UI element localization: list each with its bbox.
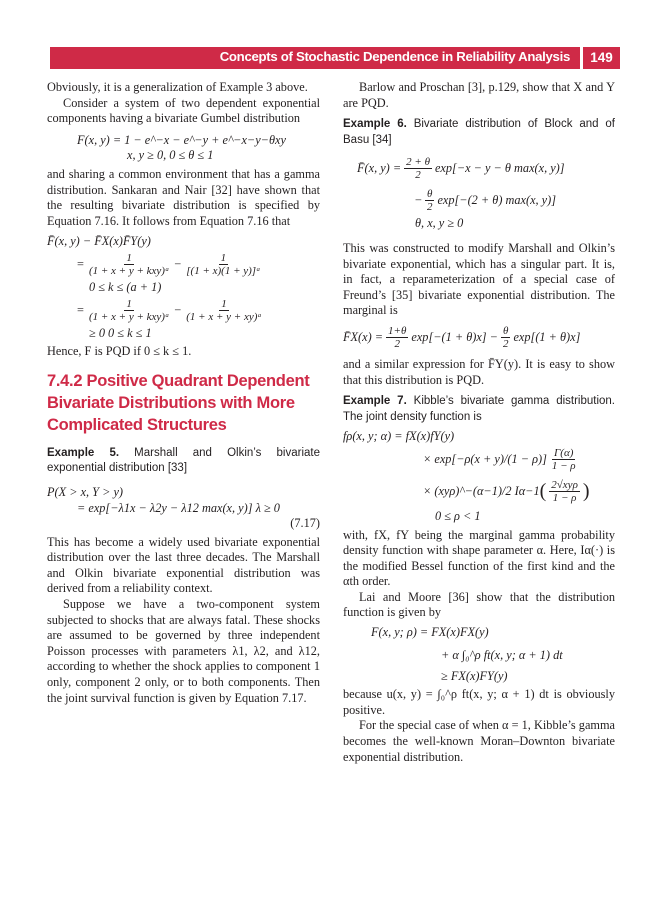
paragraph: and sharing a common environment that has a gamma distribution. Sankaran and Nair [32] have shown that the resulting bivariate distribution is specified by Equation 7.16. It follows from Equation 7.16 that <box>47 166 320 228</box>
fraction: $\frac{\theta}{2}$ <box>426 187 433 213</box>
fraction: $\frac{\Gamma(\alpha)}{1 - \rho}$ <box>551 447 576 473</box>
equation-line: P(X > x, Y > y) <box>47 484 124 499</box>
example-label: Example 6. <box>343 118 407 131</box>
equation-line: = $\frac{1}{\text{(1 + x + y + kxy)ᵃ}}$ − $\frac{1}{\text{(1 + x + y + xy)ᵃ}}$ <box>77 298 262 324</box>
example-paragraph <box>343 117 615 148</box>
equation-marginal <box>343 322 615 354</box>
equation-difference <box>47 234 320 341</box>
paragraph: and a similar expression for F̄Y(y). It is easy to show that this distribution is PQD. <box>343 356 615 387</box>
example-paragraph <box>47 446 320 477</box>
left-column <box>47 80 320 706</box>
equation-line: = exp[−λ1x − λ2y − λ12 max(x, y)] λ ≥ 0 <box>77 500 280 515</box>
fraction: $\frac{1}{\text{[(1 + x)(1 + y)]ᵃ}}$ <box>186 252 261 278</box>
equation-condition: 0 ≤ ρ < 1 <box>435 508 481 523</box>
equation-gumbel <box>77 133 320 164</box>
paragraph: Suppose we have a two-component system subjected to shocks that are always fatal. These shocks are assumed to be governed by three independent Poisson processes with parameters λ1, λ2, and λ12, according to whether the shock applies to component 1 only, component 2 only, or to both components. Then the joint survival function is given by Equation 7.17. <box>47 597 320 705</box>
equation-line: x, y ≥ 0, 0 ≤ θ ≤ 1 <box>127 148 214 163</box>
equation-lai-moore <box>371 625 615 684</box>
equation-line: F(x, y; ρ) = FX(x)FX(y) <box>371 625 489 640</box>
paragraph: Consider a system of two dependent exponential components having a bivariate Gumbel distribution <box>47 95 320 126</box>
example-label: Example 7. <box>343 395 407 408</box>
equation-line: F(x, y) = 1 − e^−x − e^−y + e^−x−y−θxy <box>77 132 286 147</box>
equation-kibble <box>343 429 615 524</box>
equation-marshall-olkin <box>47 485 320 532</box>
equation-line: ≥ FX(x)FY(y) <box>441 668 508 683</box>
right-column <box>343 80 615 765</box>
equation-line: − $\frac{\theta}{2}$ exp[−(2 + θ) max(x, y)] <box>415 187 557 213</box>
paragraph: For the special case of when α = 1, Kibble’s gamma becomes the well-known Moran–Downton bivariate exponential distribution. <box>343 718 615 764</box>
example-paragraph <box>343 394 615 425</box>
section-heading: 7.4.2 Positive Quadrant Dependent Bivariate Distributions with More Complicated Structures <box>47 371 310 434</box>
fraction: $\frac{\text{2√xyρ}}{1 - \rho}$ <box>551 479 578 505</box>
equation-line: + α ∫₀^ρ ft(x, y; α + 1) dt <box>441 647 563 662</box>
equation-line: = $\frac{1}{\text{(1 + x + y + kxy)ᵃ}}$ − $\frac{1}{\text{[(1 + x)(1 + y)]ᵃ}}$ <box>77 252 261 278</box>
example-text: Marshall and Olkin’s bivariate exponential distribution [33] <box>47 446 320 475</box>
equation-line: fρ(x, y; α) = fX(x)fY(y) <box>343 429 455 444</box>
fraction: $\frac{2 + \theta}{2}$ <box>406 155 430 181</box>
paragraph: This has become a widely used bivariate exponential distribution over the last three decades. The Marshall and Olkin bivariate exponential distribution was derived from a reliability context. <box>47 534 320 596</box>
paragraph: Hence, F is PQD if 0 ≤ k ≤ 1. <box>47 344 192 359</box>
header-bar <box>50 47 580 69</box>
equation-condition: θ, x, y ≥ 0 <box>415 216 464 231</box>
paragraph: Obviously, it is a generalization of Example 3 above. <box>47 80 308 94</box>
equation-condition: ≥ 0 0 ≤ k ≤ 1 <box>89 325 152 340</box>
equation-line: F̄X(x) = $\frac{1+\theta}{2}$ exp[−(1 + θ)x] − $\frac{\theta}{2}$ exp[(1 + θ)x] <box>343 325 581 351</box>
fraction: $\frac{\theta}{2}$ <box>502 325 509 351</box>
equation-line: F̄(x, y) − F̄X(x)F̄Y(y) <box>47 234 151 249</box>
paragraph: Barlow and Proschan [3], p.129, show that X and Y are PQD. <box>343 80 615 110</box>
fraction: $\frac{1}{\text{(1 + x + y + xy)ᵃ}}$ <box>186 298 262 324</box>
fraction: $\frac{1}{\text{(1 + x + y + kxy)ᵃ}}$ <box>88 252 170 278</box>
paragraph: This was constructed to modify Marshall and Olkin’s bivariate exponential, which has a singular part. It is, in fact, a reparameterization of a special case of Freund’s [35] bivariate exponential distribution. The marginal is <box>343 240 615 318</box>
equation-number: (7.17) <box>290 516 320 531</box>
equation-line: × (xyρ)^−(α−1)/2 Iα−1 ( $\frac{\text{2√xyρ}}{1 - \rho}$ ) <box>423 479 590 505</box>
fraction: $\frac{1}{\text{(1 + x + y + kxy)ᵃ}}$ <box>88 298 170 324</box>
page-number: 149 <box>583 47 620 69</box>
example-text: Bivariate distribution of Block and of Basu [34] <box>343 118 616 146</box>
paragraph: because u(x, y) = ∫₀^ρ ft(x, y; α + 1) dt is obviously positive. <box>343 687 615 717</box>
equation-line: F̄(x, y) = $\frac{2 + \theta}{2}$ exp[−x − y − θ max(x, y)] <box>357 155 565 181</box>
equation-block-basu <box>357 152 615 232</box>
fraction: $\frac{1+\theta}{2}$ <box>388 325 407 351</box>
paragraph: with, fX, fY being the marginal gamma probability density function with shape parameter α. Here, Iα(·) is the modified Bessel function of the first kind and the αth order. <box>343 527 615 589</box>
equation-line: × exp[−ρ(x + y)/(1 − ρ)] $\frac{\Gamma(\alpha)}{1 - \rho}$ <box>423 447 576 473</box>
example-label: Example 5. <box>47 446 120 459</box>
equation-condition: 0 ≤ k ≤ (a + 1) <box>89 279 162 294</box>
running-title: Concepts of Stochastic Dependence in Reliability Analysis <box>219 49 570 64</box>
running-header <box>0 47 620 69</box>
paragraph: Lai and Moore [36] show that the distribution function is given by <box>343 589 615 620</box>
example-text: Kibble’s bivariate gamma distribution. The joint density function is <box>343 395 615 423</box>
